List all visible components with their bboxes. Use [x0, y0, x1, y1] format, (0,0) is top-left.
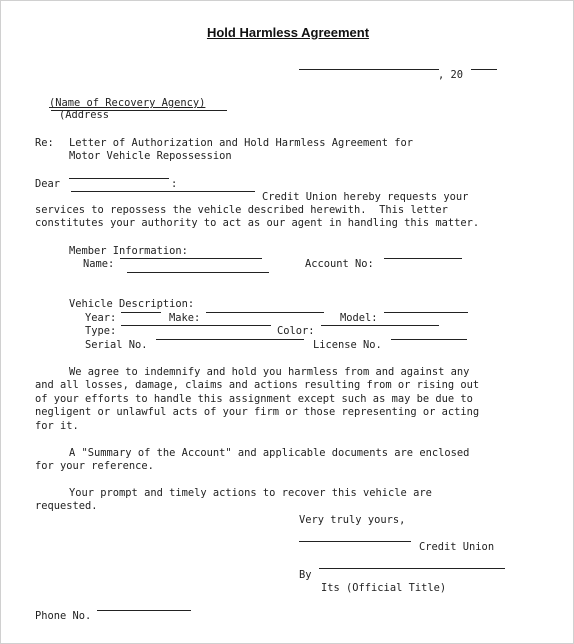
color-label: Color:: [277, 325, 315, 337]
account-no-label: Account No:: [305, 258, 374, 270]
vehicle-desc-heading: Vehicle Description:: [69, 298, 195, 310]
indemnify-line-5: for it.: [35, 420, 79, 432]
body1-line-3: constitutes your authority to act as our agent in handling this matter.: [35, 217, 480, 229]
account-no-blank[interactable]: [384, 258, 462, 259]
summary-line-1: A "Summary of the Account" and applicable documents are enclosed: [69, 447, 470, 459]
credit-union-sig-blank[interactable]: [299, 541, 411, 542]
indemnify-line-4: negligent or unlawful acts of your firm or those representing or acting: [35, 406, 480, 418]
re-line-1: Letter of Authorization and Hold Harmless Agreement for: [69, 137, 414, 149]
name-label: Name:: [83, 258, 115, 270]
model-blank[interactable]: [384, 312, 468, 313]
serial-label: Serial No.: [85, 339, 148, 351]
name-blank-2[interactable]: [127, 272, 269, 273]
year-label: Year:: [85, 312, 117, 324]
agency-address: (Address: [59, 109, 110, 121]
date-blank[interactable]: [299, 69, 439, 70]
dear-label: Dear: [35, 178, 61, 190]
prompt-line-2: requested.: [35, 500, 98, 512]
indemnify-line-3: of your efforts to handle this assignment except such as may be due to: [35, 393, 473, 405]
credit-union-sig: Credit Union: [419, 541, 495, 553]
by-label: By: [299, 569, 312, 581]
license-label: License No.: [313, 339, 382, 351]
make-blank[interactable]: [206, 312, 324, 313]
license-blank[interactable]: [391, 339, 467, 340]
document-title: Hold Harmless Agreement: [206, 25, 370, 40]
color-blank[interactable]: [321, 325, 439, 326]
member-info-heading: Member Information:: [69, 245, 188, 257]
dear-colon: :: [171, 178, 178, 190]
credit-union-request: Credit Union hereby requests your: [262, 191, 469, 203]
date-year-prefix: , 20: [438, 69, 464, 81]
re-label: Re:: [35, 137, 54, 149]
name-blank[interactable]: [120, 258, 262, 259]
credit-union-name-blank[interactable]: [71, 191, 255, 192]
body1-line-2: services to repossess the vehicle described herewith. This letter: [35, 204, 448, 216]
make-label: Make:: [169, 312, 201, 324]
summary-line-2: for your reference.: [35, 460, 154, 472]
serial-blank[interactable]: [156, 339, 304, 340]
indemnify-line-1: We agree to indemnify and hold you harmless from and against any: [69, 366, 470, 378]
year-blank[interactable]: [471, 69, 497, 70]
prompt-line-1: Your prompt and timely actions to recover this vehicle are: [69, 487, 432, 499]
by-signature-blank[interactable]: [319, 568, 505, 569]
type-blank[interactable]: [121, 325, 271, 326]
closing: Very truly yours,: [299, 514, 406, 526]
re-line-2: Motor Vehicle Repossession: [69, 150, 232, 162]
year-field-blank[interactable]: [121, 312, 161, 313]
indemnify-line-2: and all losses, damage, claims and actions resulting from or rising out: [35, 379, 480, 391]
phone-label: Phone No.: [35, 610, 92, 622]
official-title: Its (Official Title): [321, 582, 447, 594]
model-label: Model:: [340, 312, 378, 324]
agency-name: (Name of Recovery Agency): [49, 97, 206, 109]
phone-blank[interactable]: [97, 610, 191, 611]
agency-address-blank[interactable]: [51, 110, 227, 111]
type-label: Type:: [85, 325, 117, 337]
dear-blank[interactable]: [69, 178, 169, 179]
